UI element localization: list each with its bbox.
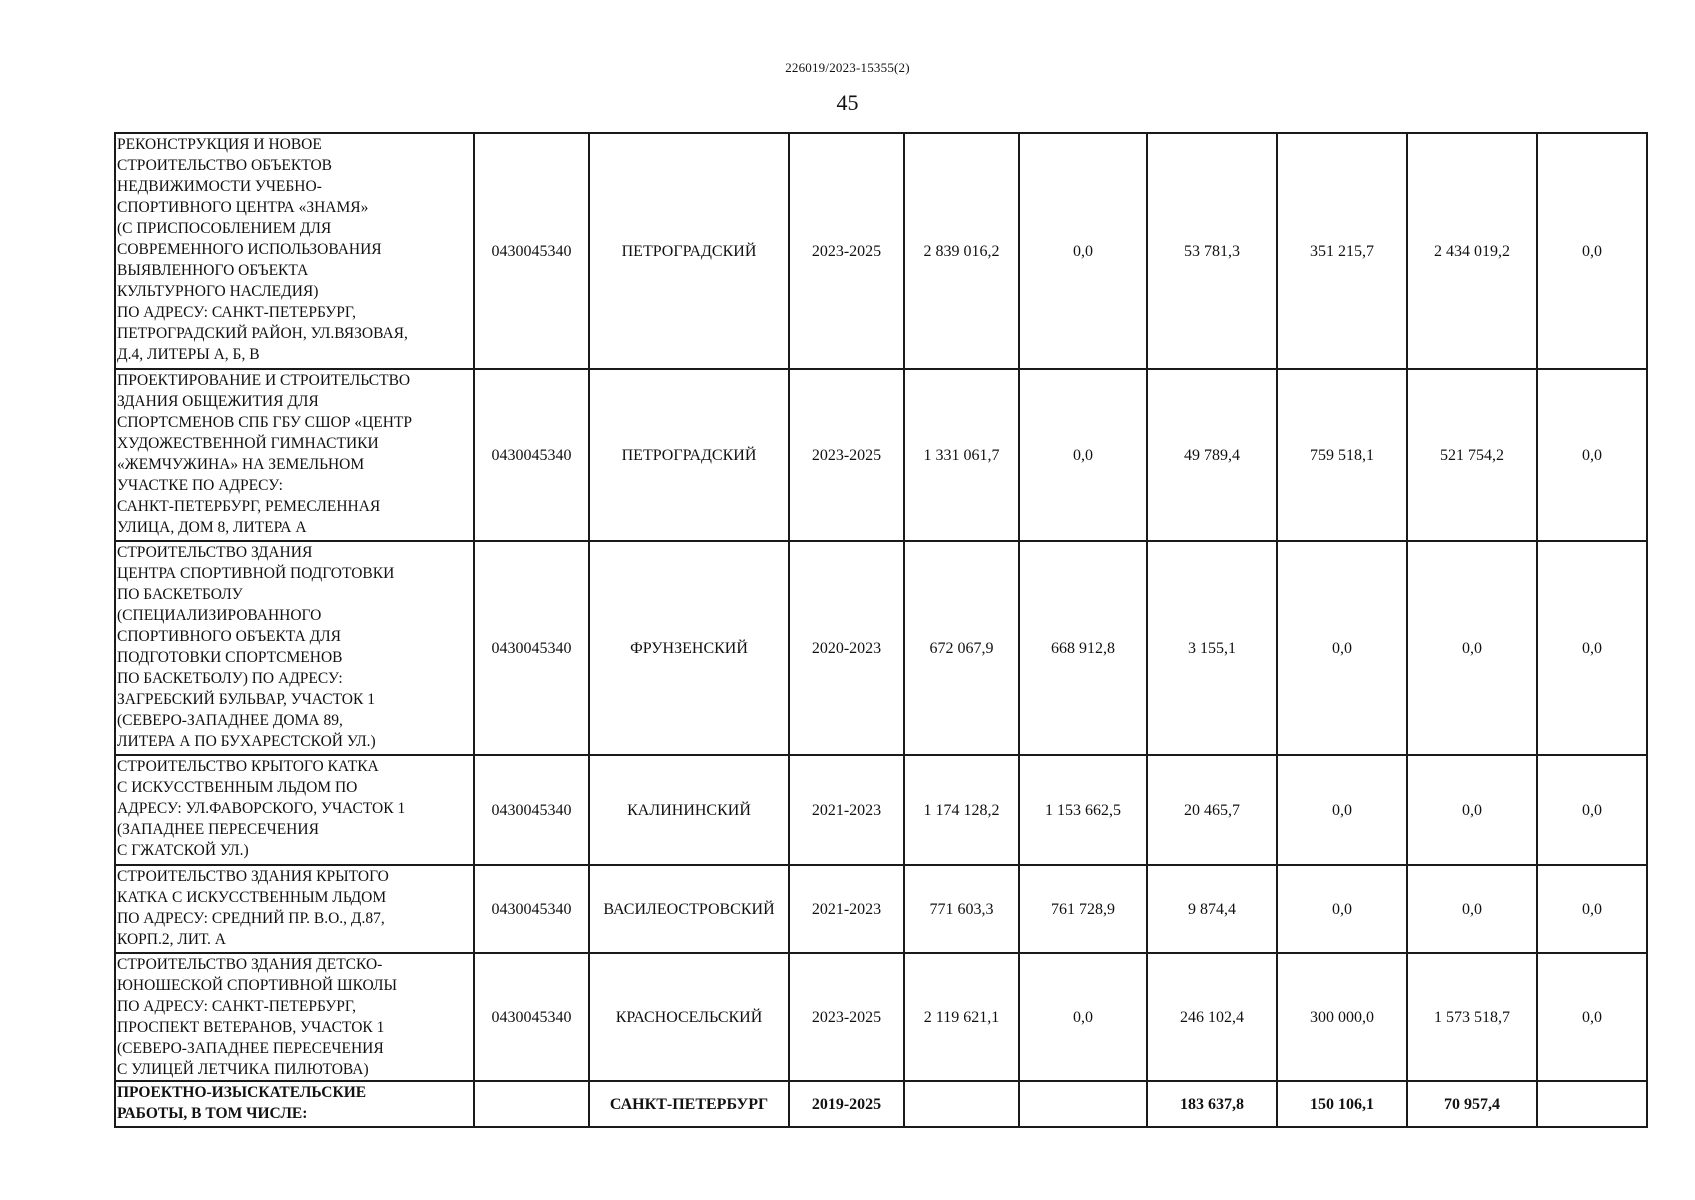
value-cell: 53 781,3	[1147, 133, 1277, 369]
object-name-line: КАТКА С ИСКУССТВЕННЫМ ЛЬДОМ	[117, 889, 387, 906]
value-cell: 0,0	[1407, 541, 1537, 755]
value-cell: 3 155,1	[1147, 541, 1277, 755]
total-cell: 771 603,3	[904, 865, 1019, 953]
object-name-line: КОРП.2, ЛИТ. А	[117, 931, 226, 948]
object-name-line: СТРОИТЕЛЬСТВО ЗДАНИЯ КРЫТОГО	[117, 868, 389, 885]
district-cell: ПЕТРОГРАДСКИЙ	[589, 133, 789, 369]
code-cell: 0430045340	[474, 865, 589, 953]
table-row	[115, 755, 1647, 865]
object-name-line: ХУДОЖЕСТВЕННОЙ ГИМНАСТИКИ	[117, 435, 379, 452]
value-cell: 9 874,4	[1147, 865, 1277, 953]
object-name-line: (СЕВЕРО-ЗАПАДНЕЕ ПЕРЕСЕЧЕНИЯ	[117, 1040, 384, 1057]
object-name-line: ЮНОШЕСКОЙ СПОРТИВНОЙ ШКОЛЫ	[117, 977, 398, 994]
object-name-line: ПО АДРЕСУ: САНКТ-ПЕТЕРБУРГ,	[117, 998, 356, 1015]
object-name-line: Д.4, ЛИТЕРЫ А, Б, В	[117, 346, 260, 363]
period-cell: 2021-2023	[789, 755, 904, 865]
value-cell: 0,0	[1537, 953, 1647, 1081]
total-cell: 672 067,9	[904, 541, 1019, 755]
total-cell: 1 174 128,2	[904, 755, 1019, 865]
district-cell: ВАСИЛЕОСТРОВСКИЙ	[589, 865, 789, 953]
code-cell	[474, 1081, 589, 1127]
object-name-line: ПО АДРЕСУ: СРЕДНИЙ ПР. В.О., Д.87,	[117, 910, 385, 927]
district-cell: САНКТ-ПЕТЕРБУРГ	[589, 1081, 789, 1127]
table-row	[115, 133, 1647, 369]
value-cell	[1019, 1081, 1147, 1127]
object-name-cell	[115, 369, 474, 541]
table-row	[115, 865, 1647, 953]
value-cell: 0,0	[1537, 133, 1647, 369]
value-cell: 183 637,8	[1147, 1081, 1277, 1127]
object-name-line: ЗАГРЕБСКИЙ БУЛЬВАР, УЧАСТОК 1	[117, 691, 375, 708]
value-cell: 20 465,7	[1147, 755, 1277, 865]
object-name-line: ВЫЯВЛЕННОГО ОБЪЕКТА	[117, 262, 309, 279]
total-cell: 2 119 621,1	[904, 953, 1019, 1081]
value-cell: 0,0	[1019, 133, 1147, 369]
value-cell: 2 434 019,2	[1407, 133, 1537, 369]
table-row	[115, 541, 1647, 755]
object-name-line: АДРЕСУ: УЛ.ФАВОРСКОГО, УЧАСТОК 1	[117, 800, 406, 817]
object-name-line: РЕКОНСТРУКЦИЯ И НОВОЕ	[117, 136, 322, 153]
object-name-line: СПОРТИВНОГО ЦЕНТРА «ЗНАМЯ»	[117, 199, 369, 216]
object-name-cell	[115, 865, 474, 953]
object-name-cell	[115, 1081, 474, 1127]
value-cell: 668 912,8	[1019, 541, 1147, 755]
period-cell: 2023-2025	[789, 369, 904, 541]
period-cell: 2021-2023	[789, 865, 904, 953]
period-cell: 2020-2023	[789, 541, 904, 755]
object-name-line: ЛИТЕРА А ПО БУХАРЕСТСКОЙ УЛ.)	[117, 733, 376, 750]
code-cell: 0430045340	[474, 953, 589, 1081]
object-name-line: (СЕВЕРО-ЗАПАДНЕЕ ДОМА 89,	[117, 712, 343, 729]
object-name-line: (С ПРИСПОСОБЛЕНИЕМ ДЛЯ	[117, 220, 332, 237]
object-name-line: ПОДГОТОВКИ СПОРТСМЕНОВ	[117, 649, 343, 666]
object-name-line: УЧАСТКЕ ПО АДРЕСУ:	[117, 477, 283, 494]
object-name-line: (СПЕЦИАЛИЗИРОВАННОГО	[117, 607, 322, 624]
object-name-line: ПО БАСКЕТБОЛУ	[117, 586, 243, 603]
object-name-line: СТРОИТЕЛЬСТВО ОБЪЕКТОВ	[117, 157, 333, 174]
object-name-line: «ЖЕМЧУЖИНА» НА ЗЕМЕЛЬНОМ	[117, 456, 365, 473]
object-name-line: ПРОЕКТНО-ИЗЫСКАТЕЛЬСКИЕ	[117, 1084, 367, 1101]
object-name-line: ПРОЕКТИРОВАНИЕ И СТРОИТЕЛЬСТВО	[117, 372, 411, 389]
value-cell: 759 518,1	[1277, 369, 1407, 541]
code-cell: 0430045340	[474, 541, 589, 755]
value-cell	[1537, 1081, 1647, 1127]
value-cell: 0,0	[1277, 865, 1407, 953]
object-name-line: С УЛИЦЕЙ ЛЕТЧИКА ПИЛЮТОВА)	[117, 1061, 369, 1078]
object-name-line: САНКТ-ПЕТЕРБУРГ, РЕМЕСЛЕННАЯ	[117, 498, 381, 515]
value-cell: 0,0	[1407, 865, 1537, 953]
object-name-line: СОВРЕМЕННОГО ИСПОЛЬЗОВАНИЯ	[117, 241, 382, 258]
object-name-cell	[115, 133, 474, 369]
value-cell: 1 573 518,7	[1407, 953, 1537, 1081]
district-cell: ФРУНЗЕНСКИЙ	[589, 541, 789, 755]
object-name-cell	[115, 541, 474, 755]
district-cell: КАЛИНИНСКИЙ	[589, 755, 789, 865]
value-cell: 0,0	[1407, 755, 1537, 865]
value-cell: 0,0	[1537, 541, 1647, 755]
object-name-line: СТРОИТЕЛЬСТВО ЗДАНИЯ ДЕТСКО-	[117, 956, 383, 973]
object-name-cell	[115, 755, 474, 865]
value-cell: 0,0	[1537, 369, 1647, 541]
value-cell: 0,0	[1537, 755, 1647, 865]
value-cell: 0,0	[1019, 369, 1147, 541]
object-name-line: КУЛЬТУРНОГО НАСЛЕДИЯ)	[117, 283, 319, 300]
object-name-line: СТРОИТЕЛЬСТВО КРЫТОГО КАТКА	[117, 758, 379, 775]
district-cell: ПЕТРОГРАДСКИЙ	[589, 369, 789, 541]
object-name-line: ЗДАНИЯ ОБЩЕЖИТИЯ ДЛЯ	[117, 393, 319, 410]
object-name-line: РАБОТЫ, В ТОМ ЧИСЛЕ:	[117, 1105, 308, 1122]
value-cell: 0,0	[1019, 953, 1147, 1081]
district-cell: КРАСНОСЕЛЬСКИЙ	[589, 953, 789, 1081]
object-name-line: С ГЖАТСКОЙ УЛ.)	[117, 842, 249, 859]
period-cell: 2023-2025	[789, 953, 904, 1081]
value-cell: 761 728,9	[1019, 865, 1147, 953]
value-cell: 351 215,7	[1277, 133, 1407, 369]
total-cell	[904, 1081, 1019, 1127]
investment-program-table	[114, 132, 1648, 1128]
table-row-subtotal	[115, 1081, 1647, 1127]
value-cell: 521 754,2	[1407, 369, 1537, 541]
object-name-line: СПОРТСМЕНОВ СПБ ГБУ СШОР «ЦЕНТР	[117, 414, 413, 431]
value-cell: 300 000,0	[1277, 953, 1407, 1081]
value-cell: 246 102,4	[1147, 953, 1277, 1081]
total-cell: 1 331 061,7	[904, 369, 1019, 541]
object-name-line: ПО АДРЕСУ: САНКТ-ПЕТЕРБУРГ,	[117, 304, 356, 321]
page-number: 45	[836, 90, 859, 115]
period-cell: 2023-2025	[789, 133, 904, 369]
document-number: 226019/2023-15355(2)	[785, 60, 910, 75]
object-name-line: ПО БАСКЕТБОЛУ) ПО АДРЕСУ:	[117, 670, 343, 687]
period-cell: 2019-2025	[789, 1081, 904, 1127]
value-cell: 70 957,4	[1407, 1081, 1537, 1127]
value-cell: 1 153 662,5	[1019, 755, 1147, 865]
object-name-line: ПЕТРОГРАДСКИЙ РАЙОН, УЛ.ВЯЗОВАЯ,	[117, 325, 408, 342]
table-row	[115, 953, 1647, 1081]
object-name-line: СТРОИТЕЛЬСТВО ЗДАНИЯ	[117, 544, 313, 561]
value-cell: 0,0	[1277, 755, 1407, 865]
object-name-line: УЛИЦА, ДОМ 8, ЛИТЕРА А	[117, 519, 307, 536]
code-cell: 0430045340	[474, 133, 589, 369]
object-name-line: ЦЕНТРА СПОРТИВНОЙ ПОДГОТОВКИ	[117, 565, 395, 582]
total-cell: 2 839 016,2	[904, 133, 1019, 369]
object-name-cell	[115, 953, 474, 1081]
value-cell: 49 789,4	[1147, 369, 1277, 541]
object-name-line: ПРОСПЕКТ ВЕТЕРАНОВ, УЧАСТОК 1	[117, 1019, 385, 1036]
value-cell: 150 106,1	[1277, 1081, 1407, 1127]
object-name-line: НЕДВИЖИМОСТИ УЧЕБНО-	[117, 178, 322, 195]
value-cell: 0,0	[1277, 541, 1407, 755]
code-cell: 0430045340	[474, 369, 589, 541]
object-name-line: (ЗАПАДНЕЕ ПЕРЕСЕЧЕНИЯ	[117, 821, 319, 838]
table-row	[115, 369, 1647, 541]
value-cell: 0,0	[1537, 865, 1647, 953]
code-cell: 0430045340	[474, 755, 589, 865]
object-name-line: СПОРТИВНОГО ОБЪЕКТА ДЛЯ	[117, 628, 342, 645]
object-name-line: С ИСКУССТВЕННЫМ ЛЬДОМ ПО	[117, 779, 358, 796]
